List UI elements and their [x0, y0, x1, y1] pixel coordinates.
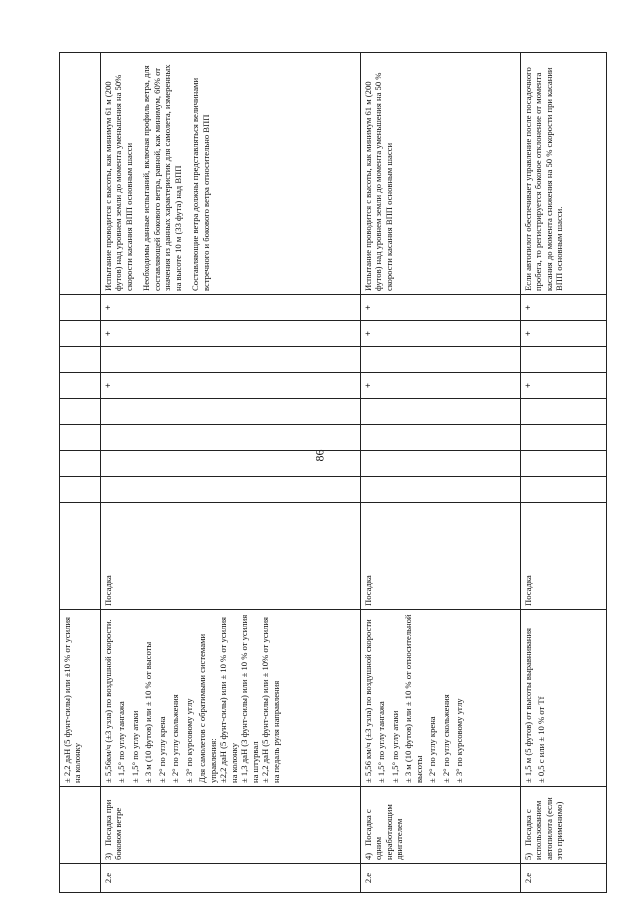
test-name-cell — [361, 787, 521, 864]
tolerance-line: ± 1,3 даН (3 фунт-силы) или ± 10 % от усилия на штурвал — [239, 614, 260, 783]
level-mark: + — [521, 373, 607, 399]
table-row — [521, 53, 607, 893]
level-mark — [521, 399, 607, 425]
level-mark — [521, 477, 607, 503]
tolerance-line: ± 3° по курсовому углу — [454, 698, 465, 783]
level-mark — [521, 347, 607, 373]
table-row — [101, 53, 361, 893]
level-mark: + — [361, 373, 521, 399]
tolerance-line: ± 2° по углу крена — [427, 716, 438, 783]
level-mark — [361, 451, 521, 477]
level-mark — [361, 477, 521, 503]
test-name: Посадка с использованием автопилота (если это применимо) — [523, 797, 565, 860]
remark-paragraph: Испытание проводится с высоты, как минимум 61 м (200 футов) над уровнем земли до момента уменьшения на 50 % скорости касания ВПП основным шасси — [363, 72, 394, 291]
remark-paragraph: Составляющие ветра должны представляться величинами встречного и бокового ветра относительно ВПП — [190, 77, 211, 291]
level-mark: + — [361, 321, 521, 347]
tolerance-line: ± 2,2 даН (5 фунт-силы) или ± 10% от усилия на педаль руля направления — [260, 617, 281, 783]
test-name-cell — [101, 787, 361, 864]
remark-paragraph: Испытание проводится с высоты, как минимум 61 м (200 футов) над уровнем земли до момента уменьшения на 50% скорости касания ВПП основным шасси — [103, 74, 134, 291]
tolerance-line: ± 1,5° по углу атаки — [129, 710, 140, 783]
tolerance-cell: ± 2,2 даН (5 фунт-силы) или ±10 % от усилия на колонку — [60, 610, 101, 787]
remark-paragraph: Необходимы данные испытаний, включая профиль ветра, для составляющей бокового ветра, равной, как минимум, 60% от значения из данных характеристик для самолета, измеренных на высоте 10 м (33 фута) над ВПП — [141, 64, 183, 291]
tolerance-line: ± 0,5 с или ± 10 % от Tf — [536, 696, 547, 783]
level-mark: + — [101, 321, 361, 347]
tolerance-line: ± 2° по углу скольжения — [170, 694, 181, 783]
tolerance-cell — [521, 610, 607, 787]
tolerance-line: ± 5,56км/ч (±3 узла) по воздушной скорости. — [103, 619, 113, 783]
tolerance-line: ± 2° по углу скольжения — [440, 694, 451, 783]
level-mark — [101, 425, 361, 451]
tolerance-line: ±2,2 даН (5 фунт-силы) или ± 10 % от усилия на колонку — [218, 617, 239, 783]
level-mark: + — [101, 373, 361, 399]
test-requirements-table — [59, 52, 607, 893]
test-number: 4) — [363, 852, 373, 860]
tolerance-line: ± 1,5 м (5 футов) от высоты выравнивания — [523, 627, 533, 783]
level-mark — [101, 347, 361, 373]
tolerance-line: ± 3 м (10 футов) или ± 10 % от высоты — [143, 641, 154, 783]
test-name-cell — [521, 787, 607, 864]
level-mark — [361, 347, 521, 373]
level-mark: + — [361, 295, 521, 321]
tolerance-cell — [361, 610, 521, 787]
test-id: 2.e — [361, 864, 521, 893]
test-name: Посадка с одним неработающим двигателем — [363, 804, 405, 860]
tolerance-line: ± 1,5° по углу тангажа — [116, 701, 127, 783]
tolerance-cell — [101, 610, 361, 787]
level-mark — [101, 399, 361, 425]
tolerance-line: ± 2° по углу крена — [156, 716, 167, 783]
level-mark — [521, 451, 607, 477]
tolerance-line: ± 3° по курсовому углу — [183, 698, 194, 783]
flight-phase: Посадка — [361, 503, 521, 610]
level-mark — [101, 451, 361, 477]
remarks-cell — [521, 53, 607, 295]
tolerance-line: ± 1,5° по углу атаки — [389, 710, 400, 783]
page-number: 86 — [312, 449, 327, 462]
level-mark — [361, 399, 521, 425]
tolerance-line: ± 1,5° по углу тангажа — [376, 701, 387, 783]
level-mark: + — [521, 295, 607, 321]
level-mark: + — [521, 321, 607, 347]
tolerance-line: Для самолетов с обратимыми системами управления: — [197, 633, 218, 783]
table-row — [361, 53, 521, 893]
rotated-page — [59, 64, 607, 893]
test-number: 5) — [523, 852, 533, 860]
level-mark — [521, 425, 607, 451]
remarks-cell — [101, 53, 361, 295]
tolerance-line: ± 3 м (10 футов) или ± 10 % от относительной высоты — [403, 614, 424, 783]
flight-phase: Посадка — [521, 503, 607, 610]
test-number: 3) — [103, 852, 113, 860]
test-id: 2.e — [521, 864, 607, 893]
level-mark — [101, 477, 361, 503]
level-mark — [361, 425, 521, 451]
level-mark: + — [101, 295, 361, 321]
test-name: Посадка при боковом ветре — [103, 799, 124, 860]
remarks-cell — [361, 53, 521, 295]
test-id: 2.e — [101, 864, 361, 893]
table-row — [60, 53, 101, 893]
tolerance-line: ± 5,56 км/ч (±3 узла) по воздушной скорости — [363, 619, 373, 783]
flight-phase: Посадка — [101, 503, 361, 610]
remark-paragraph: Если автопилот обеспечивает управление после посадочного пробега, то регистрируется боковое отклонение от момента касания до момента снижения на 50 % скорости при касании ВПП основным шасси. — [523, 67, 565, 291]
